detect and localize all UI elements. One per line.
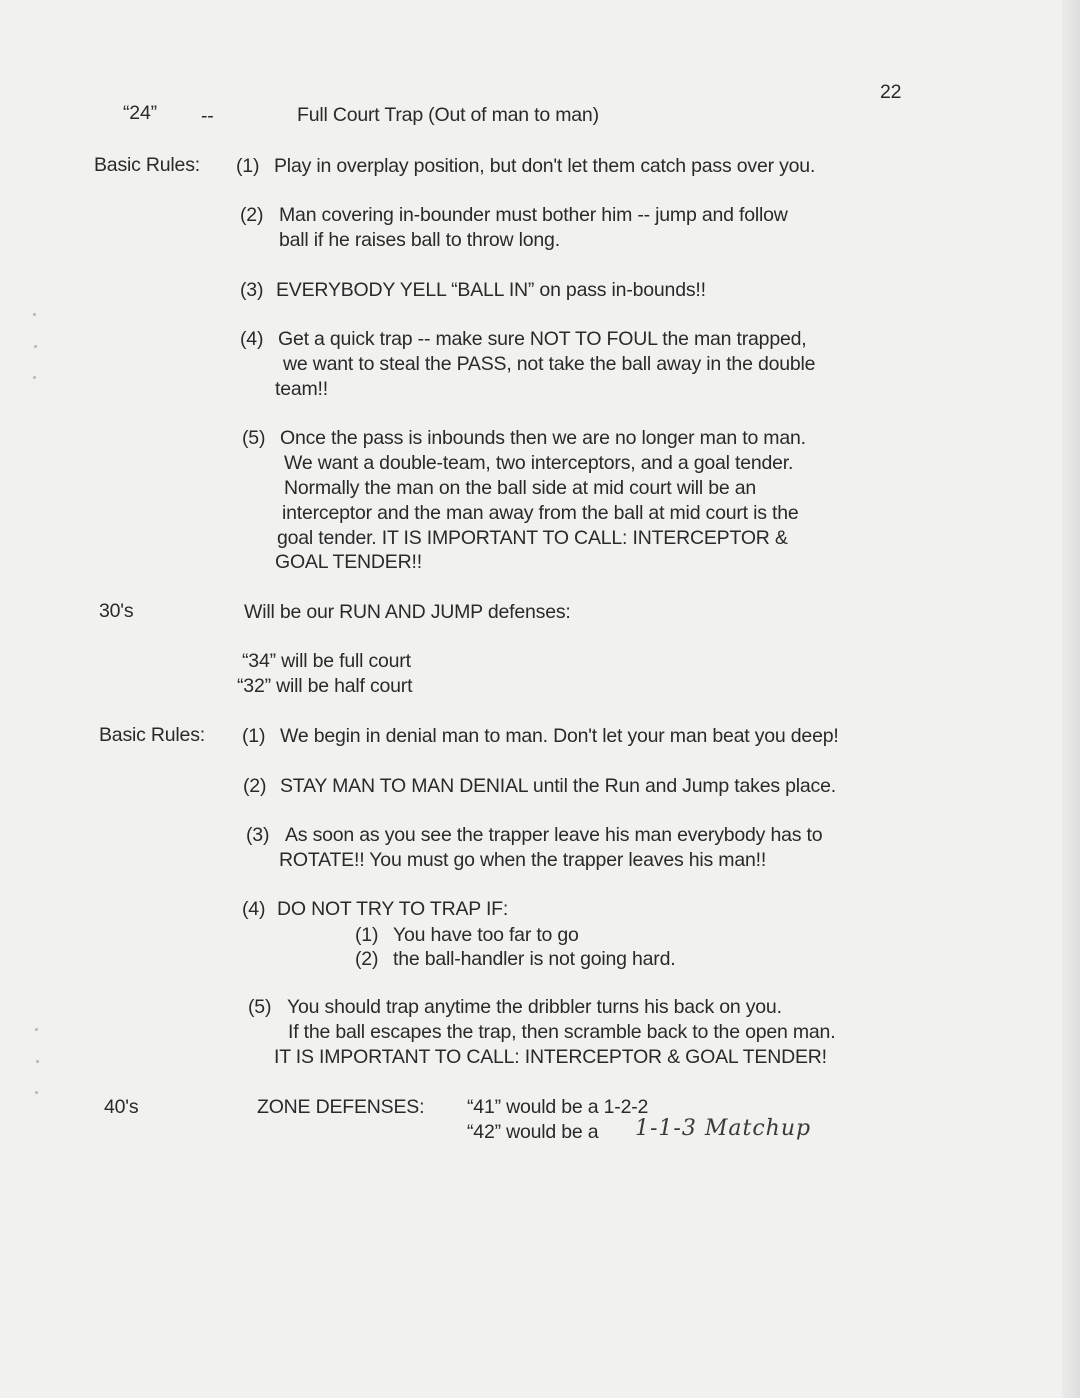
rule-text: Once the pass is inbounds then we are no longer man to man.: [280, 427, 806, 449]
header-dash: --: [201, 105, 214, 127]
rule-text: We begin in denial man to man. Don't let your man beat you deep!: [280, 725, 839, 747]
rule-text: we want to steal the PASS, not take the ball away in the double: [283, 353, 816, 375]
zone-line: “42” would be a: [467, 1121, 599, 1143]
rule-text: Play in overplay position, but don't let them catch pass over you.: [274, 155, 816, 177]
sub-rule-text: the ball-handler is not going hard.: [393, 948, 676, 970]
zone-line: “41” would be a 1-2-2: [467, 1096, 649, 1118]
rule-text: ROTATE!! You must go when the trapper leaves his man!!: [279, 849, 767, 871]
sub-rule-number: (1): [355, 924, 379, 946]
section-30s-intro: Will be our RUN AND JUMP defenses:: [244, 601, 571, 623]
rule-number: (5): [242, 427, 266, 449]
header-title: Full Court Trap (Out of man to man): [297, 104, 599, 126]
scan-speck: [33, 313, 36, 316]
rule-text: Normally the man on the ball side at mid court will be an: [284, 477, 756, 499]
handwritten-annotation: 1-1-3 Matchup: [635, 1116, 812, 1141]
rule-text: IT IS IMPORTANT TO CALL: INTERCEPTOR & GOAL TENDER!: [274, 1046, 827, 1068]
rule-number: (4): [242, 898, 266, 920]
sub-rule-text: You have too far to go: [393, 924, 579, 946]
rule-text: Get a quick trap -- make sure NOT TO FOUL the man trapped,: [278, 328, 807, 350]
rule-number: (3): [240, 279, 264, 301]
page-edge: [1062, 0, 1080, 1398]
zone-defenses-heading: ZONE DEFENSES:: [257, 1096, 425, 1118]
rule-number: (1): [242, 725, 266, 747]
rule-text: STAY MAN TO MAN DENIAL until the Run and Jump takes place.: [280, 775, 836, 797]
basic-rules-label: Basic Rules:: [99, 724, 205, 746]
rule-text: GOAL TENDER!!: [275, 551, 422, 573]
header-code: “24”: [123, 102, 157, 124]
rule-number: (5): [248, 996, 272, 1018]
rule-number: (1): [236, 155, 260, 177]
rule-number: (3): [246, 824, 270, 846]
rule-text: If the ball escapes the trap, then scramble back to the open man.: [288, 1021, 836, 1043]
scan-speck: [35, 1028, 38, 1031]
scan-speck: [34, 345, 37, 348]
rule-text: EVERYBODY YELL “BALL IN” on pass in-bounds!!: [276, 279, 706, 301]
rule-number: (2): [240, 204, 264, 226]
scan-speck: [36, 1060, 39, 1063]
rule-text: interceptor and the man away from the ball at mid court is the: [282, 502, 799, 524]
sub-rule-number: (2): [355, 948, 379, 970]
rule-text: ball if he raises ball to throw long.: [279, 229, 560, 251]
rule-text: As soon as you see the trapper leave his man everybody has to: [285, 824, 823, 846]
rule-text: Man covering in-bounder must bother him -- jump and follow: [279, 204, 788, 226]
rule-number: (2): [243, 775, 267, 797]
rule-text: You should trap anytime the dribbler turns his back on you.: [287, 996, 782, 1018]
rule-number: (4): [240, 328, 264, 350]
rule-text: goal tender. IT IS IMPORTANT TO CALL: INTERCEPTOR &: [277, 527, 788, 549]
rule-text: We want a double-team, two interceptors, and a goal tender.: [284, 452, 794, 474]
variant-line: “34” will be full court: [242, 650, 411, 672]
rule-text: DO NOT TRY TO TRAP IF:: [277, 898, 509, 920]
scan-speck: [33, 376, 36, 379]
section-40s-label: 40's: [104, 1096, 139, 1118]
section-30s-label: 30's: [99, 600, 134, 622]
scan-speck: [35, 1091, 38, 1094]
basic-rules-label: Basic Rules:: [94, 154, 200, 176]
variant-line: “32” will be half court: [237, 675, 413, 697]
rule-text: team!!: [275, 378, 328, 400]
page-number: 22: [880, 81, 902, 103]
